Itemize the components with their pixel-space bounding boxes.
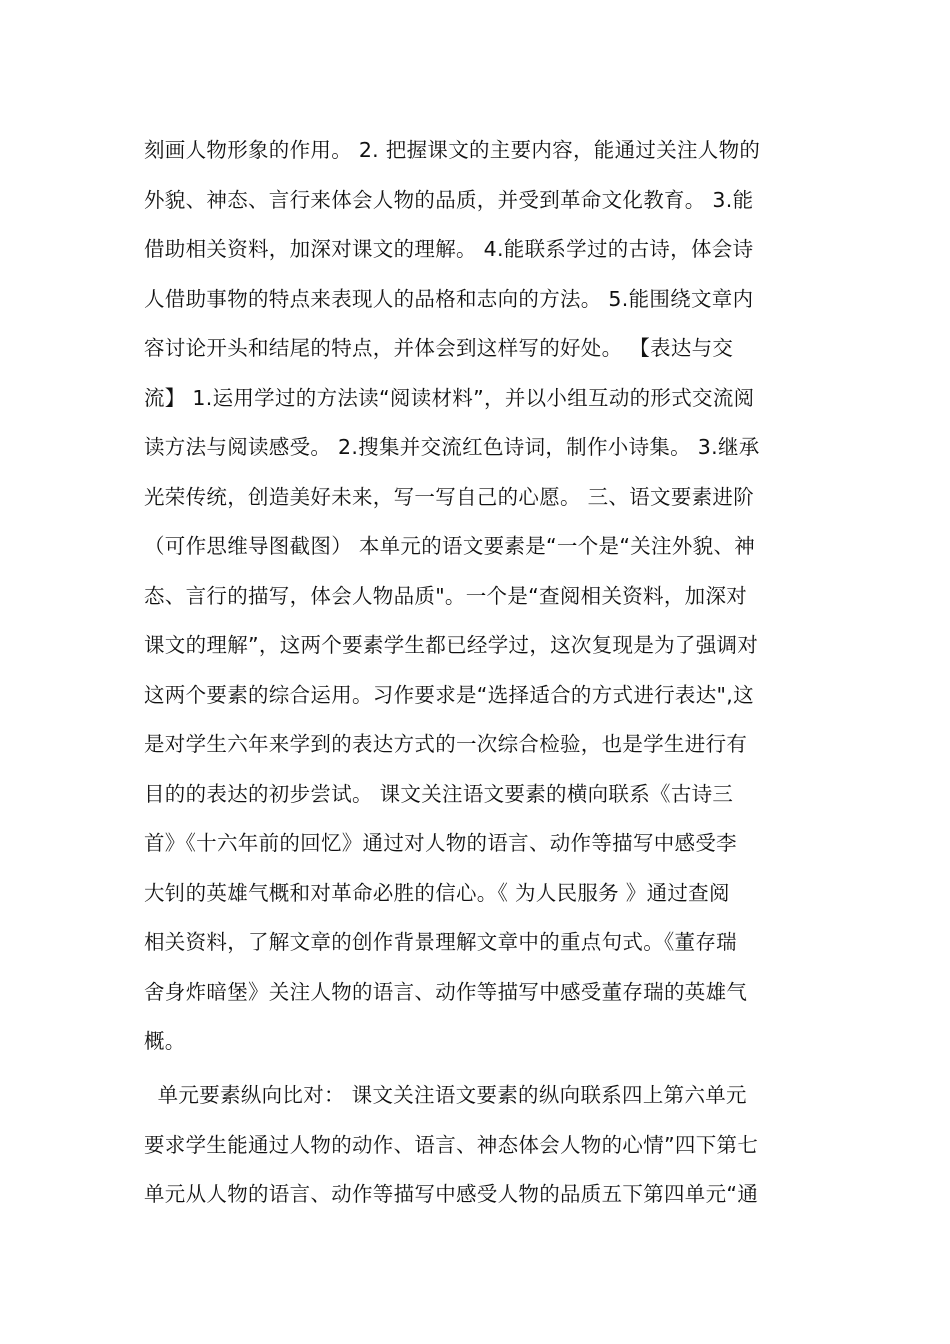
text-line: 单元从人物的语言、动作等描写中感受人物的品质五下第四单元“通 xyxy=(144,1182,759,1206)
text-line: 这两个要素的综合运用。习作要求是“选择适合的方式进行表达",这 xyxy=(144,682,754,707)
text-line: （可作思维导图截图） 本单元的语文要素是“一个是“关注外貌、神 xyxy=(144,534,756,558)
text-line: 单元要素纵向比对： 课文关注语文要素的纵向联系四上第六单元 xyxy=(144,1083,747,1107)
text-line: 要求学生能通过人物的动作、语言、神态体会人物的心情”四下第七 xyxy=(144,1132,759,1157)
text-line: 大钊的英雄气概和对革命必胜的信心。《 为人民服务 》通过查阅 xyxy=(144,880,730,905)
text-line: 读方法与阅读感受。 2.搜集并交流红色诗词，制作小诗集。 3.继承 xyxy=(144,435,760,459)
paragraph-1 xyxy=(144,126,824,1067)
text-line: 刻画人物形象的作用。 2. 把握课文的主要内容，能通过关注人物的 xyxy=(144,138,761,162)
text-line: 流】 1.运用学过的方法读“阅读材料”，并以小组互动的形式交流阅 xyxy=(144,385,755,410)
text-line: 目的的表达的初步尝试。 课文关注语文要素的横向联系《古诗三 xyxy=(144,781,734,806)
text-line: 概。 xyxy=(144,1029,186,1053)
paragraph-2 xyxy=(144,1071,824,1220)
text-line: 人借助事物的特点来表现人的品格和志向的方法。 5.能围绕文章内 xyxy=(144,286,754,311)
text-line: 光荣传统，创造美好未来，写一写自己的心愿。 三、语文要素进阶 xyxy=(144,484,755,509)
text-line: 相关资料，了解文章的创作背景理解文章中的重点句式。《董存瑞 xyxy=(144,930,737,954)
text-line: 课文的理解”，这两个要素学生都已经学过，这次复现是为了强调对 xyxy=(144,633,759,657)
text-line: 外貌、神态、言行来体会人物的品质，并受到革命文化教育。 3.能 xyxy=(144,187,754,212)
text-line: 是对学生六年来学到的表达方式的一次综合检验，也是学生进行有 xyxy=(144,732,748,756)
text-line: 态、言行的描写，体会人物品质"。一个是“查阅相关资料，加深对 xyxy=(144,583,748,608)
text-line: 首》《十六年前的回忆》通过对人物的语言、动作等描写中感受李 xyxy=(144,831,737,855)
text-line: 舍身炸暗堡》关注人物的语言、动作等描写中感受董存瑞的英雄气 xyxy=(144,979,748,1004)
text-line: 借助相关资料，加深对课文的理解。 4.能联系学过的古诗，体会诗 xyxy=(144,237,754,261)
text-line: 容讨论开头和结尾的特点，并体会到这样写的好处。 【表达与交 xyxy=(144,336,734,360)
